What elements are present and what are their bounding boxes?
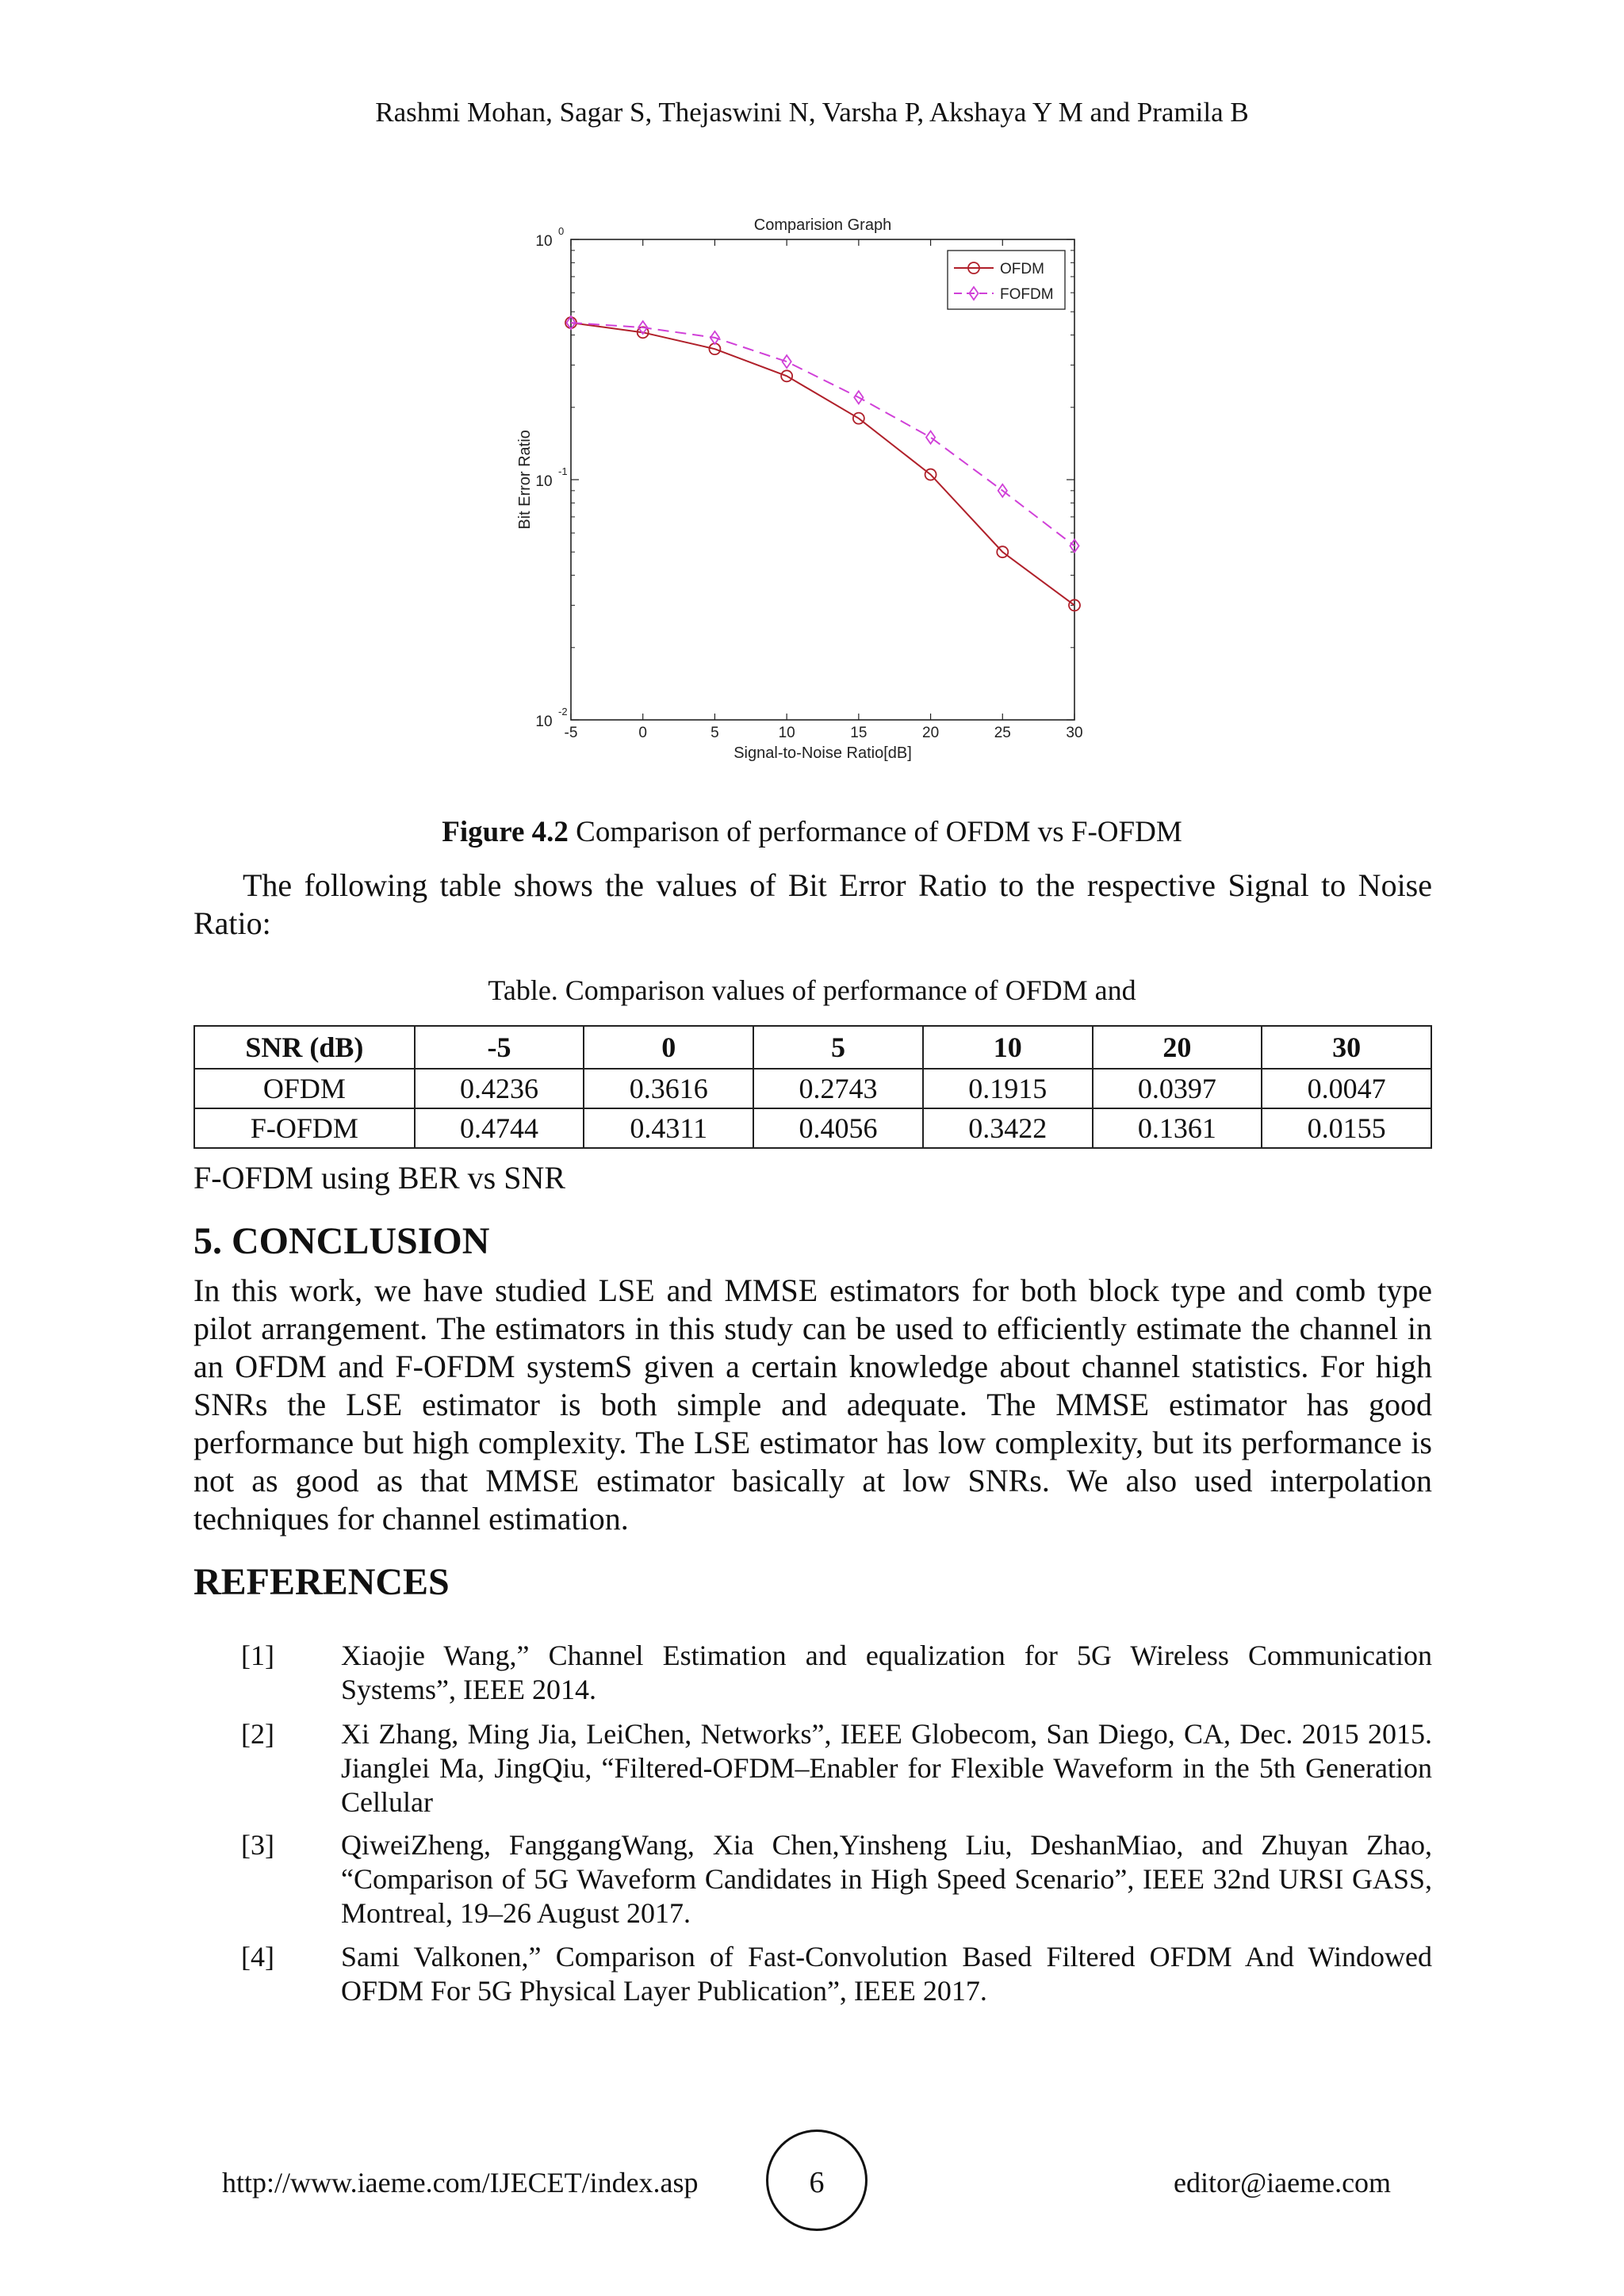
table-cell: 0.1361: [1093, 1108, 1262, 1148]
y-tick-label-exponent: 0: [558, 225, 565, 237]
reference-text: Xi Zhang, Ming Jia, LeiChen, Networks”, IEEE Globecom, San Diego, CA, Dec. 2015 2015. Jianglei Ma, JingQiu, “Filtered-OFDM–Enabler for Flexible Waveform in the 5th Generation Cellular: [341, 1718, 1432, 1818]
y-tick-label-exponent: -1: [558, 465, 568, 477]
table-cell: 0.4236: [415, 1069, 584, 1108]
reference-text: Sami Valkonen,” Comparison of Fast-Convolution Based Filtered OFDM And Windowed OFDM For 5G Physical Layer Publication”, IEEE 2017.: [341, 1941, 1432, 2007]
x-tick-label: 10: [778, 725, 795, 741]
ber-chart: [492, 182, 1126, 785]
conclusion-paragraph: In this work, we have studied LSE and MMSE estimators for both block type and comb type pilot arrangement. The estimators in this study can be used to efficiently estimate the channel in an OFDM and F-OFDM systemS given a certain knowledge about channel statistics. For high SNRs the LSE estimator is both simple and adequate. The MMSE estimator has good performance but high complexity. The LSE estimator has low complexity, but its performance is not as good as that MMSE estimator basically at low SNRs. We also used interpolation techniques for channel estimation.: [193, 1272, 1432, 1536]
table-cell: 0.4056: [753, 1108, 923, 1148]
page-number: 6: [766, 2130, 868, 2231]
x-tick-label: 30: [1066, 725, 1083, 741]
x-tick-label: 15: [850, 725, 868, 741]
table-header-cell: -5: [415, 1026, 584, 1069]
conclusion-heading: 5. CONCLUSION: [193, 1220, 490, 1262]
table-cell: 0.4744: [415, 1108, 584, 1148]
table-cell: 0.0047: [1262, 1069, 1431, 1108]
reference-text: QiweiZheng, FanggangWang, Xia Chen,Yinsheng Liu, DeshanMiao, and Zhuyan Zhao, “Comparison of 5G Waveform Candidates in High Speed Scenario”, IEEE 32nd URSI GASS, Montreal, 19–26 August 2017.: [341, 1829, 1432, 1929]
y-tick-label-base: 10: [535, 473, 553, 490]
x-axis-label: Signal-to-Noise Ratio[dB]: [733, 744, 912, 762]
table-header-cell: 30: [1262, 1026, 1431, 1069]
table-header-cell: 10: [923, 1026, 1093, 1069]
x-tick-label: 0: [638, 725, 648, 741]
figure-caption-text: Comparison of performance of OFDM vs F-OFDM: [568, 816, 1182, 848]
figure-caption: [0, 815, 1624, 849]
table-cell: 0.4311: [584, 1108, 753, 1148]
table-header-cell: 0: [584, 1026, 753, 1069]
plot-area: [571, 239, 1074, 720]
legend-label: FOFDM: [1000, 286, 1054, 303]
figure-caption-label: Figure 4.2: [442, 816, 569, 848]
y-tick-label-base: 10: [535, 714, 553, 730]
table-cell: 0.1915: [923, 1069, 1093, 1108]
comparison-figure: [492, 182, 1126, 785]
y-tick-label-exponent: -2: [558, 706, 568, 718]
table-header-cell: 20: [1093, 1026, 1262, 1069]
legend-label: OFDM: [1000, 261, 1044, 277]
x-tick-label: 20: [922, 725, 940, 741]
x-tick-label: 25: [994, 725, 1011, 741]
table-header-row: [194, 1026, 1431, 1069]
reference-number: [4]: [241, 1941, 274, 1973]
y-axis-label: Bit Error Ratio: [516, 430, 534, 530]
table-header-cell: 5: [753, 1026, 923, 1069]
y-tick-label-base: 10: [535, 233, 553, 250]
footer-email-link[interactable]: editor@iaeme.com: [1174, 2167, 1392, 2198]
reference-number: [3]: [241, 1829, 274, 1861]
table-row: [194, 1069, 1431, 1108]
chart-title: Comparision Graph: [753, 216, 892, 234]
reference-number: [2]: [241, 1718, 274, 1750]
table-cell: 0.3422: [923, 1108, 1093, 1148]
reference-number: [1]: [241, 1640, 274, 1671]
table-row: [194, 1108, 1431, 1148]
footer-url-link[interactable]: http://www.iaeme.com/IJECET/index.asp: [222, 2167, 699, 2198]
x-tick-label: -5: [564, 725, 578, 741]
table-cell: 0.2743: [753, 1069, 923, 1108]
running-header: Rashmi Mohan, Sagar S, Thejaswini N, Varsha P, Akshaya Y M and Pramila B: [375, 97, 1249, 128]
table-intro-paragraph: The following table shows the values of Bit Error Ratio to the respective Signal to Noise Ratio:: [193, 867, 1432, 941]
table-caption-continued: F-OFDM using BER vs SNR: [193, 1160, 566, 1196]
table-cell: 0.0397: [1093, 1069, 1262, 1108]
references-heading: REFERENCES: [193, 1561, 450, 1603]
table-header-cell: SNR (dB): [194, 1026, 415, 1069]
reference-text: Xiaojie Wang,” Channel Estimation and equalization for 5G Wireless Communication Systems”, IEEE 2014.: [341, 1640, 1432, 1705]
table-cell: 0.0155: [1262, 1108, 1431, 1148]
ber-table: [193, 1025, 1432, 1149]
table-cell: F-OFDM: [194, 1108, 415, 1148]
x-tick-label: 5: [710, 725, 719, 741]
table-cell: OFDM: [194, 1069, 415, 1108]
table-cell: 0.3616: [584, 1069, 753, 1108]
table-caption: Table. Comparison values of performance of OFDM and: [488, 974, 1136, 1006]
